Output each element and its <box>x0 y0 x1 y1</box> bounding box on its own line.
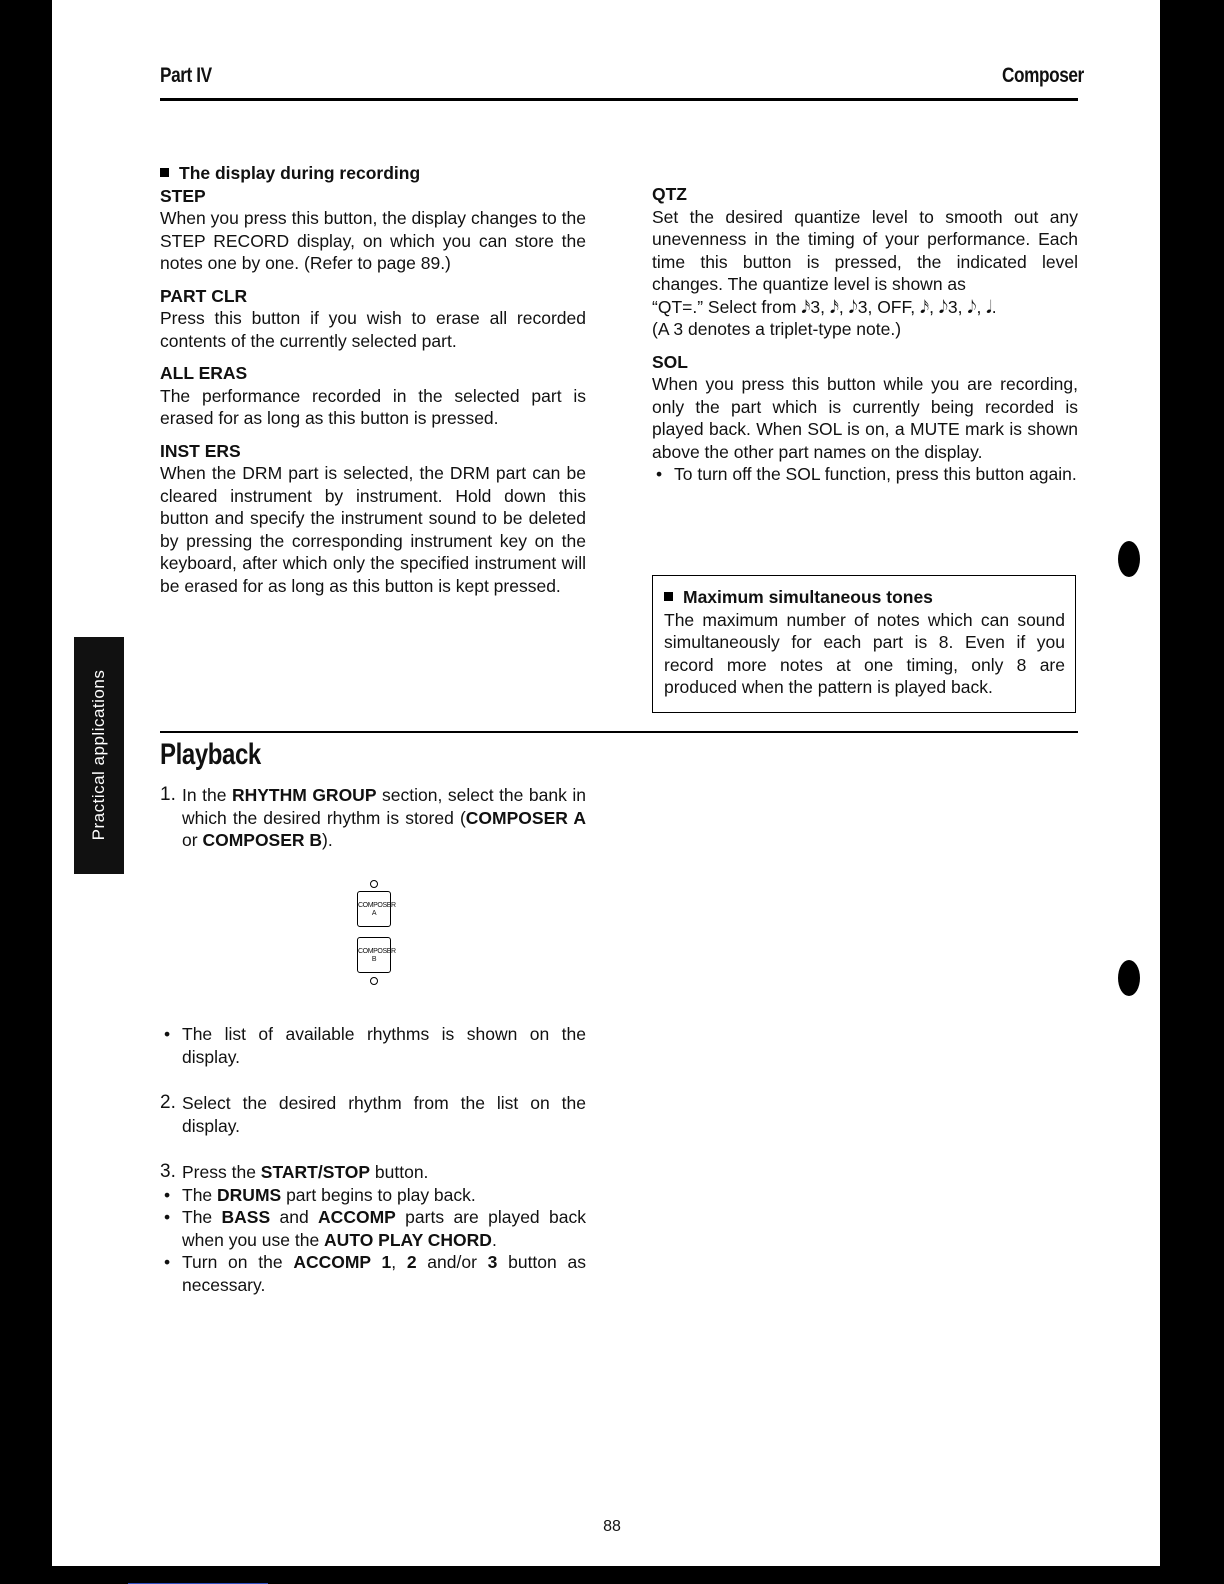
qtz-note: (A 3 denotes a triplet-type note.) <box>652 319 902 339</box>
sol-title: SOL <box>652 351 688 372</box>
item-text: The performance recorded in the selected part is erased for as long as this button is pressed. <box>160 385 586 428</box>
binder-hole <box>1118 541 1140 577</box>
item-text: When you press this button, the display changes to the STEP RECORD display, on which you can store the notes one by one. (Refer to page 89.) <box>160 208 586 273</box>
note-box-title: Maximum simultaneous tones <box>664 586 1065 609</box>
side-tab <box>74 637 124 874</box>
bullet-drums: • The DRUMS part begins to play back. <box>160 1184 586 1207</box>
item-text: When the DRM part is selected, the DRM part can be cleared instrument by instrument. Hold down this button and specify the instrument sound to be deleted by pressing the corresponding instrument key on the keyboard, after which only the specified instrument will be erased for as long as this button is kept pressed. <box>160 463 586 596</box>
qtz-title: QTZ <box>652 184 687 204</box>
list-bullet: • The list of available rhythms is shown on the display. <box>160 1023 586 1068</box>
playback-steps <box>160 784 586 852</box>
bullet-bass: • The BASS and ACCOMP parts are played back when you use the AUTO PLAY CHORD. <box>160 1206 586 1251</box>
scan-border-bottom <box>0 1566 1224 1584</box>
sol-text: When you press this button while you are recording, only the part which is currently being recorded is played back. When SOL is on, a MUTE mark is shown above the other part names on the display. <box>652 374 1078 462</box>
composer-a-button[interactable]: COMPOSER A <box>357 891 391 927</box>
section-heading: The display during recording <box>160 162 586 185</box>
item-title: ALL ERAS <box>160 363 248 383</box>
header-part: Part IV <box>160 64 212 87</box>
step-3: 3. Press the START/STOP button. <box>160 1161 429 1182</box>
page-number: 88 <box>603 1518 621 1535</box>
item-title: STEP <box>160 185 206 206</box>
left-column <box>160 162 586 597</box>
item-title: INST ERS <box>160 440 241 461</box>
playback-more <box>160 1023 586 1296</box>
led-indicator-icon <box>370 880 378 888</box>
qtz-text: Set the desired quantize level to smooth out any unevenness in the timing of your performance. Each time this button is pressed, the indicated level changes. The quantize level is shown as <box>652 206 1078 294</box>
item-text: Press this button if you wish to erase all recorded contents of the currently selected part. <box>160 308 586 351</box>
bullet-accomp: • Turn on the ACCOMP 1, 2 and/or 3 button as necessary. <box>160 1251 586 1296</box>
led-indicator-icon <box>370 977 378 985</box>
note-box <box>652 575 1076 713</box>
scan-border-notch <box>1134 0 1160 128</box>
square-bullet-icon <box>160 168 169 177</box>
qtz-select: “QT=.” Select from 𝅘𝅥𝅯3, 𝅘𝅥𝅯, 𝅘𝅥𝅮3, OFF, 𝅘𝅥𝅯, 𝅘𝅥𝅮3, 𝅘𝅥𝅮, 𝅘𝅥. <box>652 296 997 317</box>
side-tab-label: Practical applications <box>89 669 108 841</box>
square-bullet-icon <box>664 592 673 601</box>
step-1: 1. In the RHYTHM GROUP section, select the bank in which the desired rhythm is stored (COMPOSER A or COMPOSER B). <box>160 784 586 850</box>
playback-title: Playback <box>160 738 261 771</box>
section-rule <box>160 731 1078 733</box>
step-2: 2. Select the desired rhythm from the list on the display. <box>160 1092 586 1136</box>
header-chapter: Composer <box>1002 64 1084 87</box>
scan-border-notch <box>1148 128 1160 168</box>
right-column <box>652 183 1078 486</box>
sol-bullet: • To turn off the SOL function, press this button again. <box>652 463 1078 486</box>
header-rule <box>160 98 1078 101</box>
scan-border-left <box>0 0 52 1584</box>
composer-b-button[interactable]: COMPOSER B <box>357 937 391 973</box>
item-title: PART CLR <box>160 285 248 306</box>
scan-border-right <box>1160 0 1224 1584</box>
binder-hole <box>1118 960 1140 996</box>
note-box-text: The maximum number of notes which can sound simultaneously for each part is 8. Even if you record more notes at one timing, only 8 are produced when the pattern is played back. <box>664 609 1065 697</box>
